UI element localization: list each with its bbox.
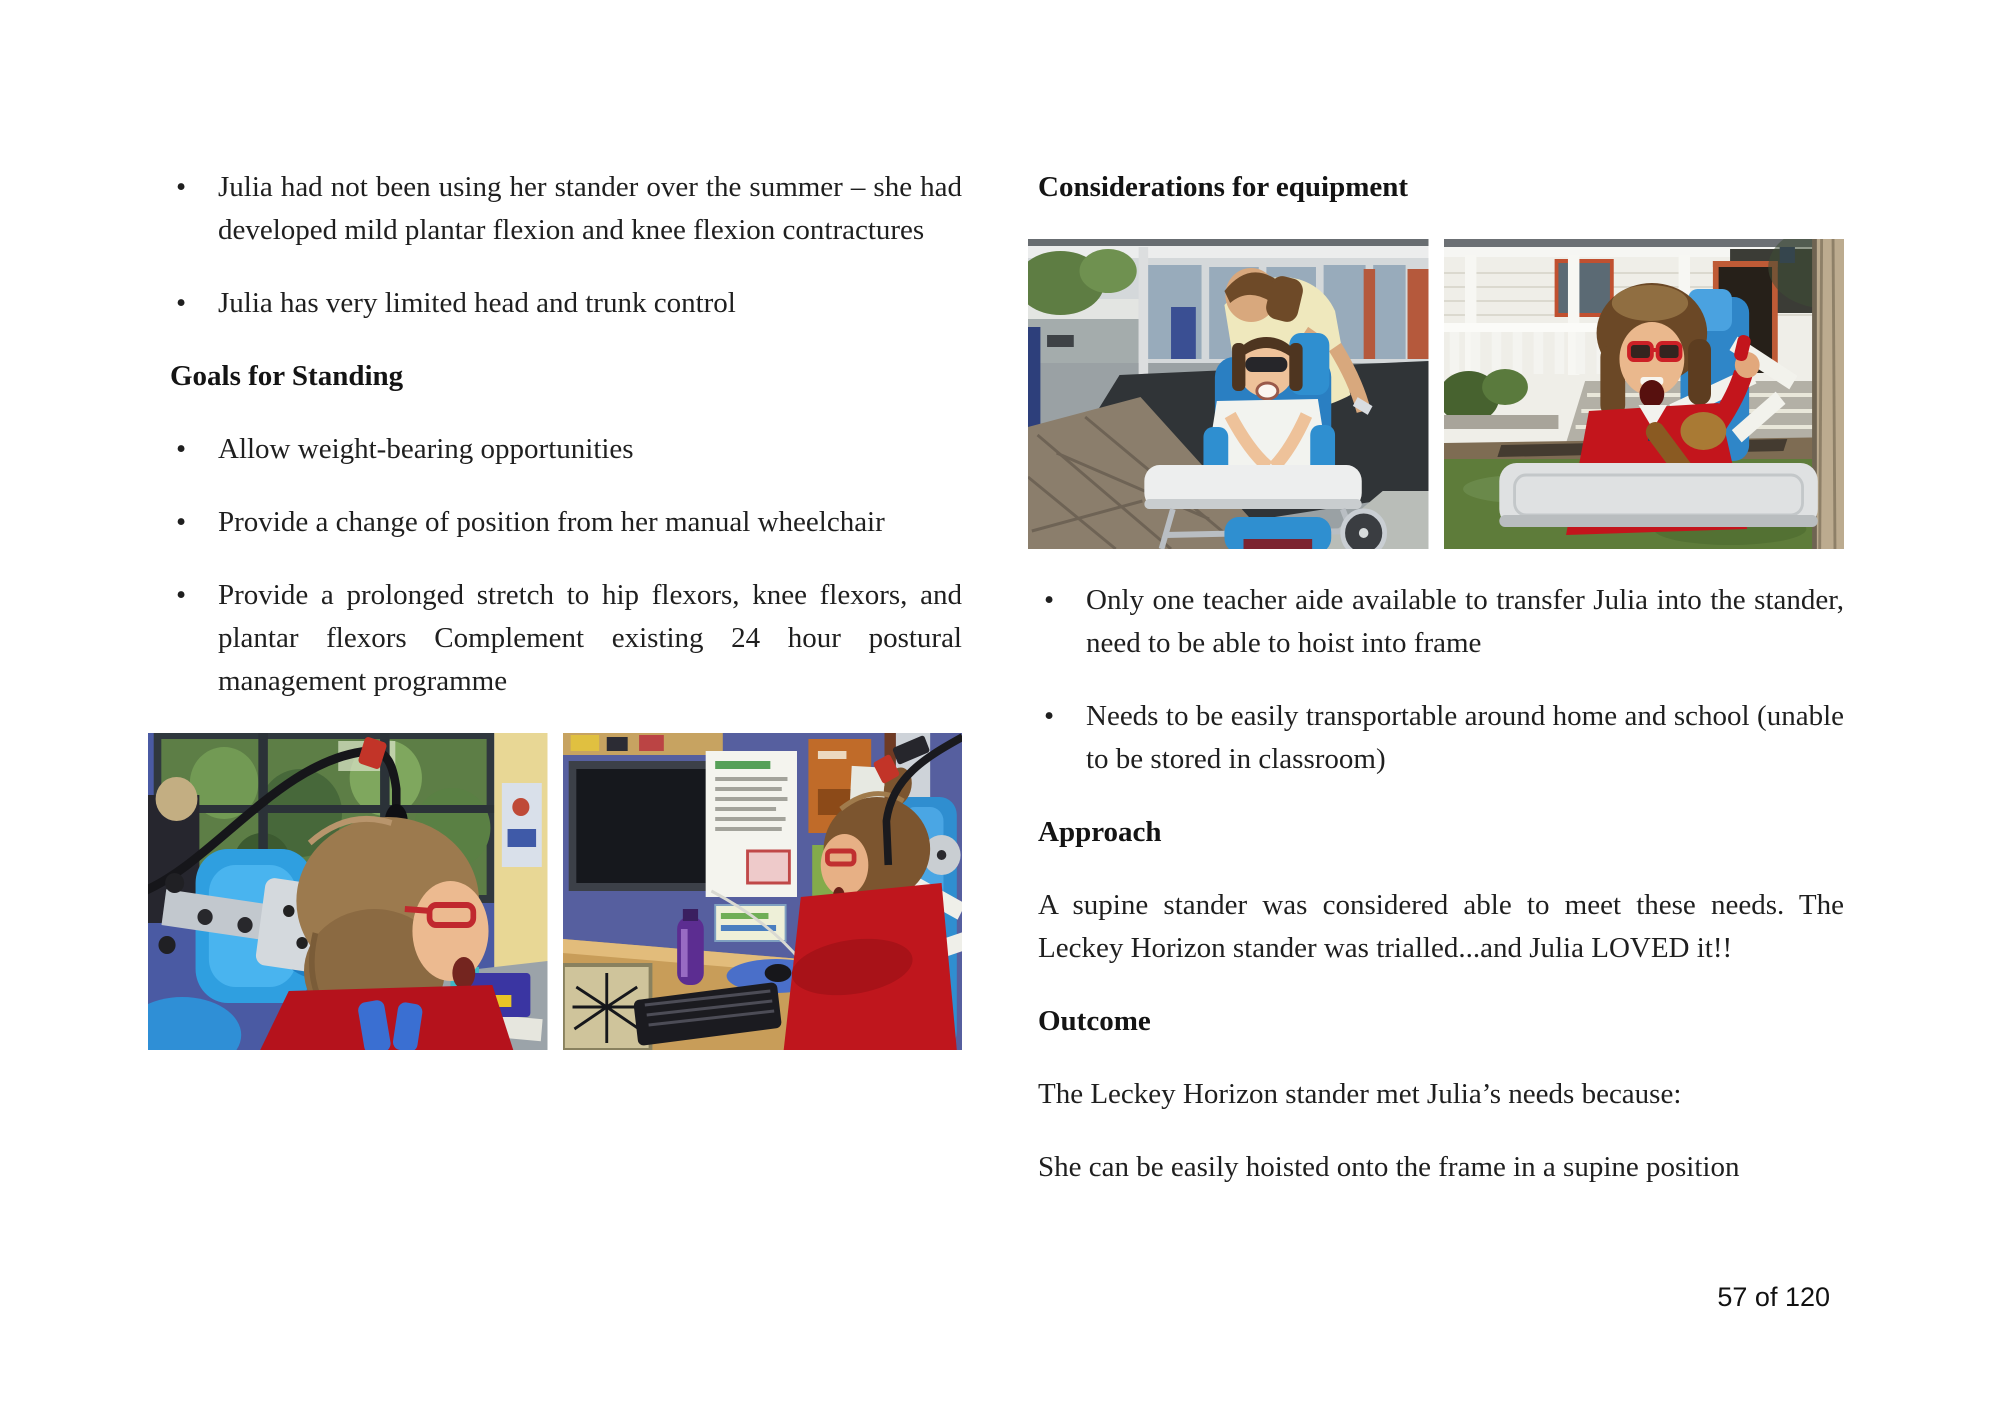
bullet-item: • Julia has very limited head and trunk control — [170, 282, 962, 325]
right-column — [1038, 166, 1844, 1219]
bullet-item: • Needs to be easily transportable around home and school (unable to be stored in classroom) — [1038, 695, 1844, 781]
left-column — [170, 166, 962, 1050]
photo-outdoor-tray-illustration — [1444, 239, 1845, 549]
heading-approach: Approach — [1038, 816, 1162, 848]
heading-outcome: Outcome — [1038, 1005, 1151, 1037]
page-number: 57 of 120 — [1717, 1282, 1830, 1312]
outcome-point-paragraph: She can be easily hoisted onto the frame in a supine position — [1038, 1151, 1740, 1183]
bullet-list-considerations — [1038, 579, 1844, 781]
bullet-item: • Provide a change of position from her manual wheelchair — [170, 501, 962, 544]
bullet-item: • Julia had not been using her stander over the summer – she had developed mild plantar flexion and knee flexion contractures — [170, 166, 962, 252]
photo-classroom-computer-illustration — [563, 733, 963, 1050]
photo-outdoor-teacher — [1028, 239, 1429, 549]
bullet-list-profile — [170, 166, 962, 325]
photo-row-outdoor — [1028, 239, 1844, 549]
outcome-intro-paragraph: The Leckey Horizon stander met Julia’s needs because: — [1038, 1078, 1682, 1110]
photo-classroom-headrest-illustration — [148, 733, 548, 1050]
bullet-list-goals — [170, 428, 962, 703]
bullet-item: • Allow weight-bearing opportunities — [170, 428, 962, 471]
photo-outdoor-teacher-illustration — [1028, 239, 1429, 549]
photo-classroom-computer — [563, 733, 963, 1050]
bullet-item: • Only one teacher aide available to transfer Julia into the stander, need to be able to hoist into frame — [1038, 579, 1844, 665]
photo-outdoor-tray — [1444, 239, 1845, 549]
heading-goals-for-standing: Goals for Standing — [170, 360, 404, 392]
heading-considerations-for-equipment: Considerations for equipment — [1038, 171, 1409, 203]
approach-paragraph: A supine stander was considered able to meet these needs. The Leckey Horizon stander was trialled...and Julia LOVED it!! — [1038, 889, 1844, 964]
bullet-item: • Provide a prolonged stretch to hip flexors, knee flexors, and plantar flexors Complement existing 24 hour postural management programme — [170, 574, 962, 703]
photo-classroom-headrest — [148, 733, 548, 1050]
photo-row-classroom — [148, 733, 962, 1050]
